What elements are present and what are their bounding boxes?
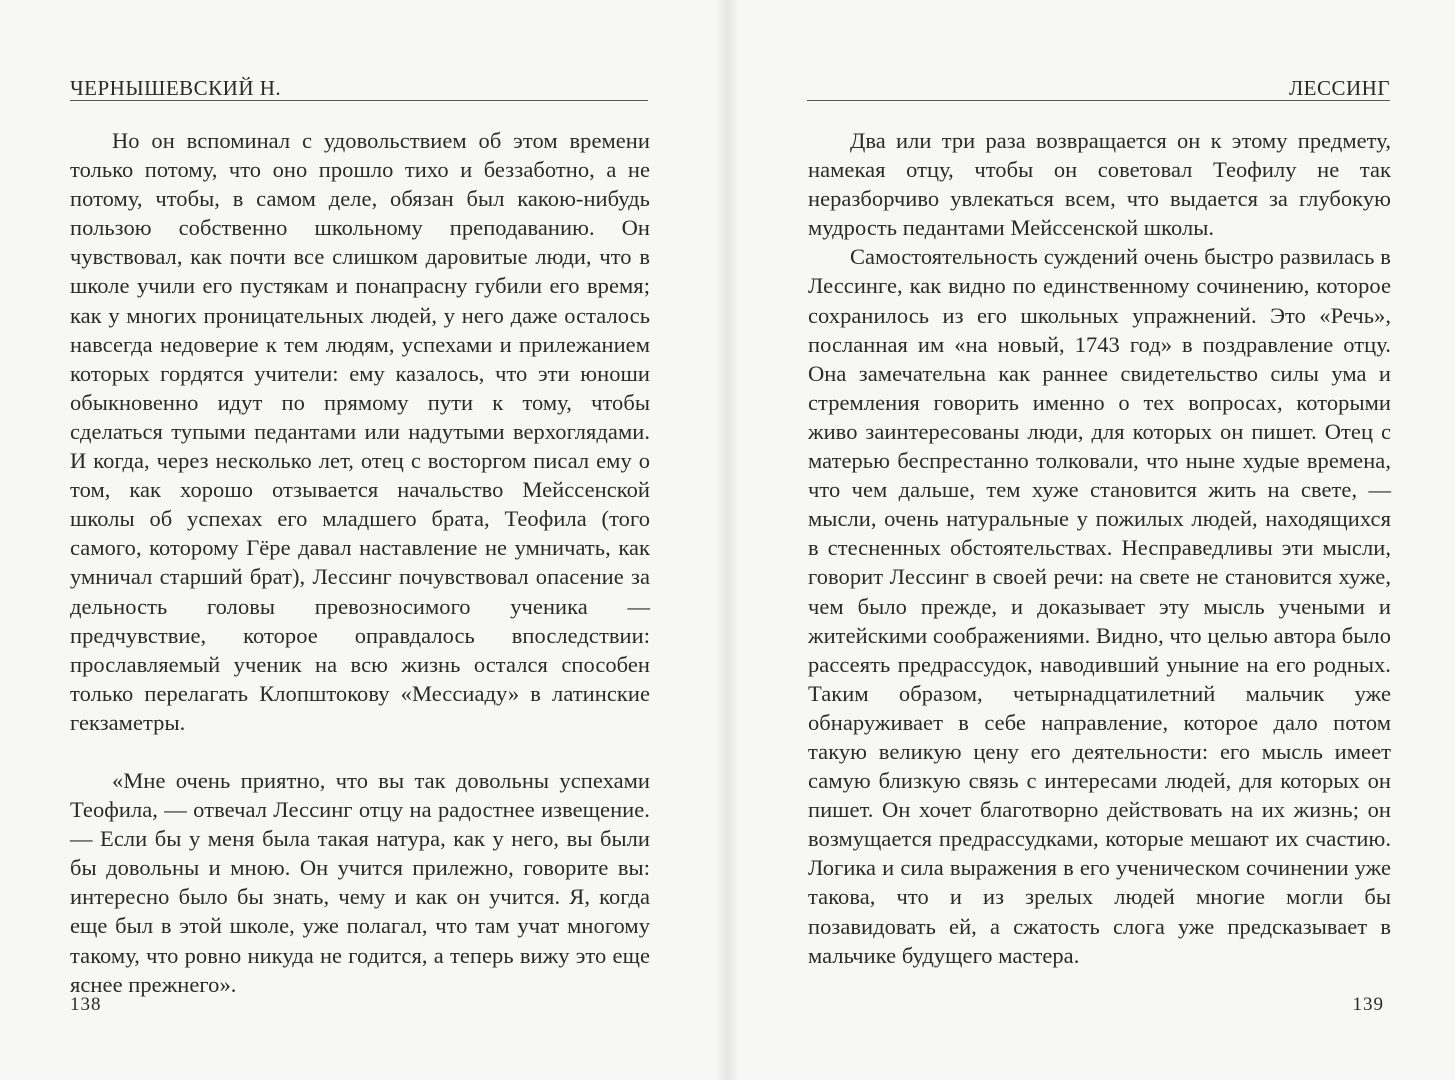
paragraph-quote: «Мне очень приятно, что вы так довольны успехами Теофила, — отвечал Лессинг отцу на радостнее извещение. — Если бы у меня была такая натура, как у него, вы были бы довольны и мною. Он учится прилежно, говорите вы: интересно было бы знать, чему и как он учится. Я, когда еще был в этой школе, уже полагал, что там учат многому такому, что ровно никуда не годится, а теперь вижу это еще яснее прежнего». <box>70 767 650 997</box>
page-number-left: 138 <box>70 994 102 1015</box>
paragraph: Но он вспоминал с удовольствием об этом времени только потому, что оно прошло тихо и беззаботно, а не потому, чтобы, в самом деле, обязан был какою-нибудь пользою собственно школьному преподаванию. Он чувствовал, как почти все слишком даровитые люди, что в школе учили его пустякам и понапрасну губили его время; как у многих проницательных людей, у него даже осталось навсегда недоверие к тем людям, успехами и прилежанием которых гордятся учители: ему казалось, что эти юноши обыкновенно идут по прямому пути к тому, чтобы сделаться тупыми педантами или надутыми верхоглядами. И когда, через несколько лет, отец с восторгом писал ему о том, как хорошо отзывается начальство Мейссенской школы об успехах его младшего брата, Теофила (того самого, которому Гёре давал наставление не умничать, как умничал старший брат), Лессинг почувствовал опасение за дельность головы превозносимого ученика — предчувствие, которое оправдалось впоследствии: прославляемый ученик на всю жизнь остался способен только перелагать Клопштокову «Мессиаду» в латинские гекзаметры. <box>70 128 650 735</box>
running-head-left: ЧЕРНЫШЕВСКИЙ Н. <box>70 76 282 100</box>
book-gutter <box>715 0 739 1080</box>
running-head-right: ЛЕССИНГ <box>1288 76 1390 100</box>
paragraph: Два или три раза возвращается он к этому предмету, намекая отцу, чтобы он советовал Теофилу не так неразборчиво увлекаться всем, что выдается за глубокую мудрость педантами Мейссенской школы. <box>808 128 1391 241</box>
header-rule-left <box>70 100 648 101</box>
body-text-right <box>808 126 1391 970</box>
header-rule-right <box>807 100 1390 101</box>
paragraph: Самостоятельность суждений очень быстро развилась в Лессинге, как видно по единственному сочинению, которое сохранилось из его школьных упражнений. Это «Речь», посланная им «на новый, 1743 год» в поздравление отцу. Она замечательна как раннее свидетельство силы ума и стремления говорить именно о тех вопросах, которыми живо заинтересованы люди, для которых он пишет. Отец с матерью беспрестанно толковали, что ныне худые времена, что чем дальше, тем хуже становится жить на свете, — мысли, очень натуральные у пожилых людей, находящихся в стесненных обстоятельствах. Несправедливы эти мысли, говорит Лессинг в своей речи: на свете не становится хуже, чем было прежде, и доказывает эту мысль учеными и житейскими соображениями. Видно, что целью автора было рассеять предрассудок, наводивший уныние на его родных. Таким образом, четырнадцатилетний мальчик уже обнаруживает в себе направление, которое дало потом такую великую цену его деятельности: его мысль имеет самую близкую связь с интересами людей, для которых он пишет. Он хочет благотворно действовать на их жизнь; он возмущается предрассудками, которые мешают их счастию. Логика и сила выражения в его ученическом сочинении уже такова, что и из зрелых людей многие могли бы позавидовать ей, а сжатость слога уже предсказывает в мальчике будущего мастера. <box>808 244 1391 968</box>
right-page <box>727 0 1455 1080</box>
body-text-left <box>70 126 650 999</box>
left-page <box>0 0 727 1080</box>
page-number-right: 139 <box>1352 994 1384 1015</box>
